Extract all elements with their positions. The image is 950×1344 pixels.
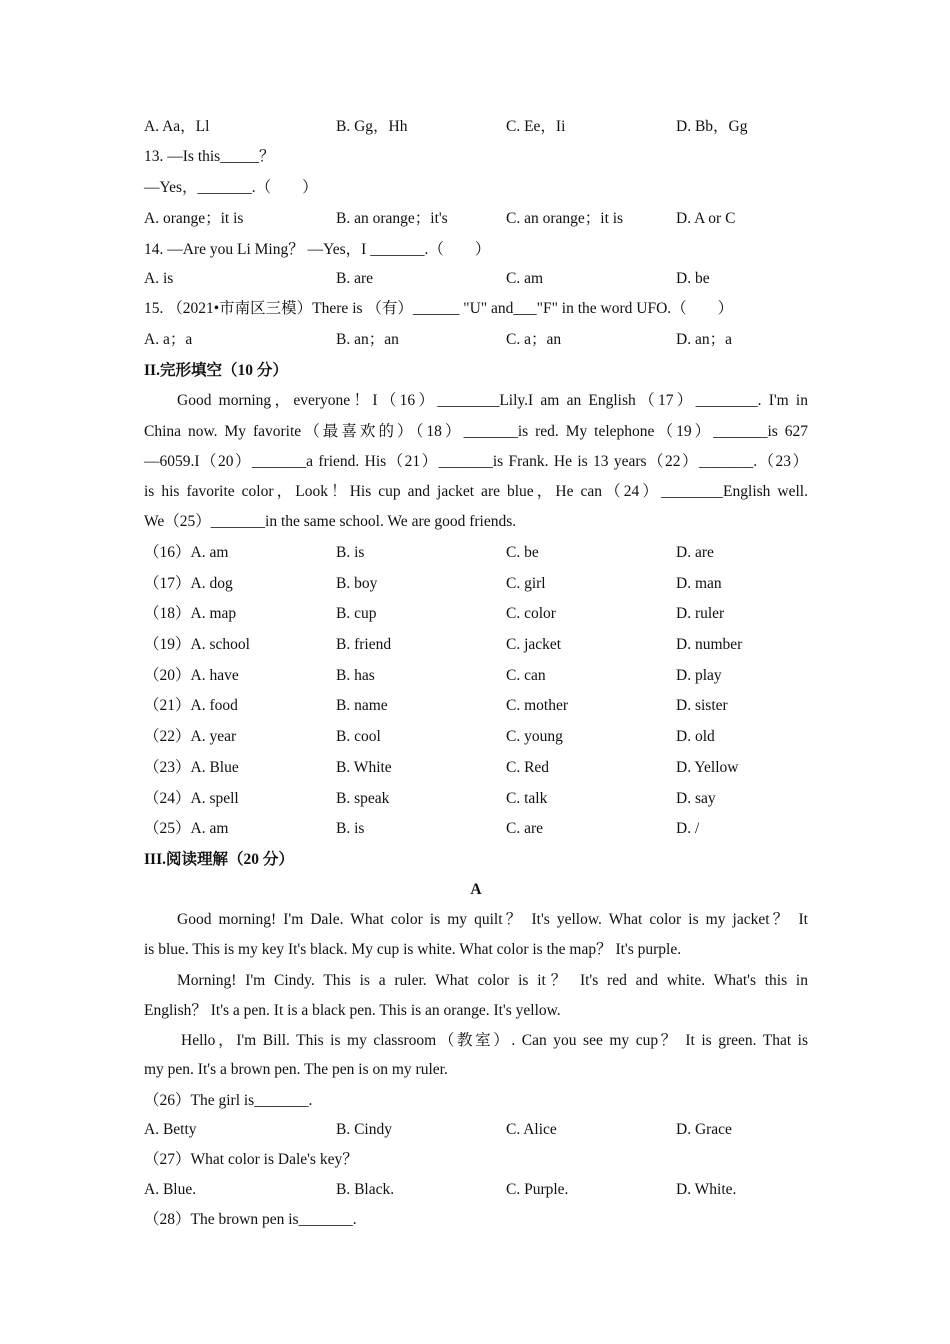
cloze-q19-option-c: C. jacket	[506, 636, 562, 653]
cloze-q16-option-a: （16）A. am	[144, 544, 229, 561]
cloze-line-3: —6059.I（20）_______a friend. His（21）_______is Frank. He is 13 years（22）_______.（23）	[144, 453, 808, 470]
cloze-q22-option-b: B. cool	[336, 728, 381, 745]
cloze-q16-option-c: C. be	[506, 544, 539, 561]
cloze-q20-option-c: C. can	[506, 667, 546, 684]
section-2-heading: II.完形填空（10 分）	[144, 362, 288, 379]
q14-option-a: A. is	[144, 270, 174, 287]
reading-line-3: Morning! I'm Cindy. This is a ruler. What color is it？ It's red and white. What's this in	[177, 972, 808, 989]
cloze-line-4: is his favorite color，Look！His cup and jacket are blue，He can（24）________English well.	[144, 483, 808, 500]
q27-option-b: B. Black.	[336, 1181, 395, 1198]
q14-option-b: B. are	[336, 270, 374, 287]
q15-stem: 15. （2021•市南区三模）There is （有）______ "U" and___"F" in the word UFO.（ ）	[144, 300, 734, 317]
cloze-q17-option-c: C. girl	[506, 575, 546, 592]
reading-line-6: my pen. It's a brown pen. The pen is on my ruler.	[144, 1061, 448, 1078]
cloze-line-1: Good morning，everyone！I（16）________Lily.I am an English（17）________. I'm in	[177, 392, 808, 409]
q12-option-a: A. Aa，Ll	[144, 118, 210, 135]
cloze-q23-option-d: D. Yellow	[676, 759, 739, 776]
q26-option-a: A. Betty	[144, 1121, 197, 1138]
q13-option-c: C. an orange；it is	[506, 210, 624, 227]
q26-stem: （26）The girl is_______.	[144, 1092, 313, 1109]
q13-option-a: A. orange；it is	[144, 210, 244, 227]
cloze-q22-option-d: D. old	[676, 728, 715, 745]
q15-option-d: D. an；a	[676, 331, 732, 348]
passage-a-label: A	[470, 881, 482, 898]
cloze-q21-option-a: （21）A. food	[144, 697, 238, 714]
reading-line-5: Hello，I'm Bill. This is my classroom（教室）. Can you see my cup？ It is green. That is	[181, 1032, 808, 1049]
q15-option-b: B. an；an	[336, 331, 399, 348]
cloze-q23-option-c: C. Red	[506, 759, 550, 776]
q13-answer-line: —Yes，_______.（ ）	[144, 179, 318, 196]
cloze-q23-option-b: B. White	[336, 759, 392, 776]
cloze-line-2: China now. My favorite（最喜欢的）（18）_______is red. My telephone（19）_______is 627	[144, 423, 808, 440]
cloze-q23-option-a: （23）A. Blue	[144, 759, 239, 776]
q26-option-b: B. Cindy	[336, 1121, 392, 1138]
cloze-q24-option-b: B. speak	[336, 790, 390, 807]
q27-option-a: A. Blue.	[144, 1181, 197, 1198]
q27-stem: （27）What color is Dale's key？	[144, 1151, 358, 1168]
cloze-q19-option-a: （19）A. school	[144, 636, 250, 653]
cloze-q20-option-d: D. play	[676, 667, 722, 684]
cloze-q24-option-d: D. say	[676, 790, 716, 807]
cloze-q19-option-d: D. number	[676, 636, 743, 653]
q12-option-d: D. Bb，Gg	[676, 118, 748, 135]
cloze-q18-option-b: B. cup	[336, 605, 377, 622]
cloze-q25-option-b: B. is	[336, 820, 365, 837]
reading-line-1: Good morning! I'm Dale. What color is my quilt？ It's yellow. What color is my jacket？ It	[177, 911, 808, 928]
cloze-q16-option-d: D. are	[676, 544, 714, 561]
section-3-heading: III.阅读理解（20 分）	[144, 851, 294, 868]
cloze-q19-option-b: B. friend	[336, 636, 392, 653]
q27-option-d: D. White.	[676, 1181, 737, 1198]
q14-stem: 14. —Are you Li Ming？ —Yes，I _______.（ ）	[144, 241, 491, 258]
cloze-q16-option-b: B. is	[336, 544, 365, 561]
cloze-q22-option-c: C. young	[506, 728, 563, 745]
cloze-q21-option-c: C. mother	[506, 697, 568, 714]
q12-option-b: B. Gg，Hh	[336, 118, 408, 135]
cloze-q21-option-d: D. sister	[676, 697, 728, 714]
cloze-q20-option-b: B. has	[336, 667, 375, 684]
cloze-q25-option-a: （25）A. am	[144, 820, 229, 837]
q26-option-c: C. Alice	[506, 1121, 557, 1138]
cloze-q18-option-d: D. ruler	[676, 605, 725, 622]
q13-option-d: D. A or C	[676, 210, 736, 227]
reading-line-4: English？ It's a pen. It is a black pen. This is an orange. It's yellow.	[144, 1002, 561, 1019]
reading-line-2: is blue. This is my key It's black. My cup is white. What color is the map？ It's purple.	[144, 941, 682, 958]
q15-option-c: C. a；an	[506, 331, 562, 348]
cloze-q18-option-a: （18）A. map	[144, 605, 237, 622]
q15-option-a: A. a；a	[144, 331, 193, 348]
cloze-q18-option-c: C. color	[506, 605, 556, 622]
cloze-line-5: We（25）_______in the same school. We are good friends.	[144, 513, 517, 530]
q14-option-c: C. am	[506, 270, 544, 287]
cloze-q25-option-c: C. are	[506, 820, 544, 837]
q26-option-d: D. Grace	[676, 1121, 732, 1138]
cloze-q22-option-a: （22）A. year	[144, 728, 237, 745]
q13-stem: 13. —Is this_____？	[144, 148, 275, 165]
cloze-q24-option-c: C. talk	[506, 790, 548, 807]
cloze-q17-option-d: D. man	[676, 575, 722, 592]
q12-option-c: C. Ee，Ii	[506, 118, 566, 135]
q13-option-b: B. an orange；it's	[336, 210, 448, 227]
cloze-q20-option-a: （20）A. have	[144, 667, 239, 684]
cloze-q24-option-a: （24）A. spell	[144, 790, 239, 807]
cloze-q25-option-d: D. /	[676, 820, 700, 837]
q14-option-d: D. be	[676, 270, 710, 287]
cloze-q17-option-b: B. boy	[336, 575, 378, 592]
cloze-q17-option-a: （17）A. dog	[144, 575, 233, 592]
cloze-q21-option-b: B. name	[336, 697, 388, 714]
q27-option-c: C. Purple.	[506, 1181, 569, 1198]
q28-stem: （28）The brown pen is_______.	[144, 1211, 357, 1228]
